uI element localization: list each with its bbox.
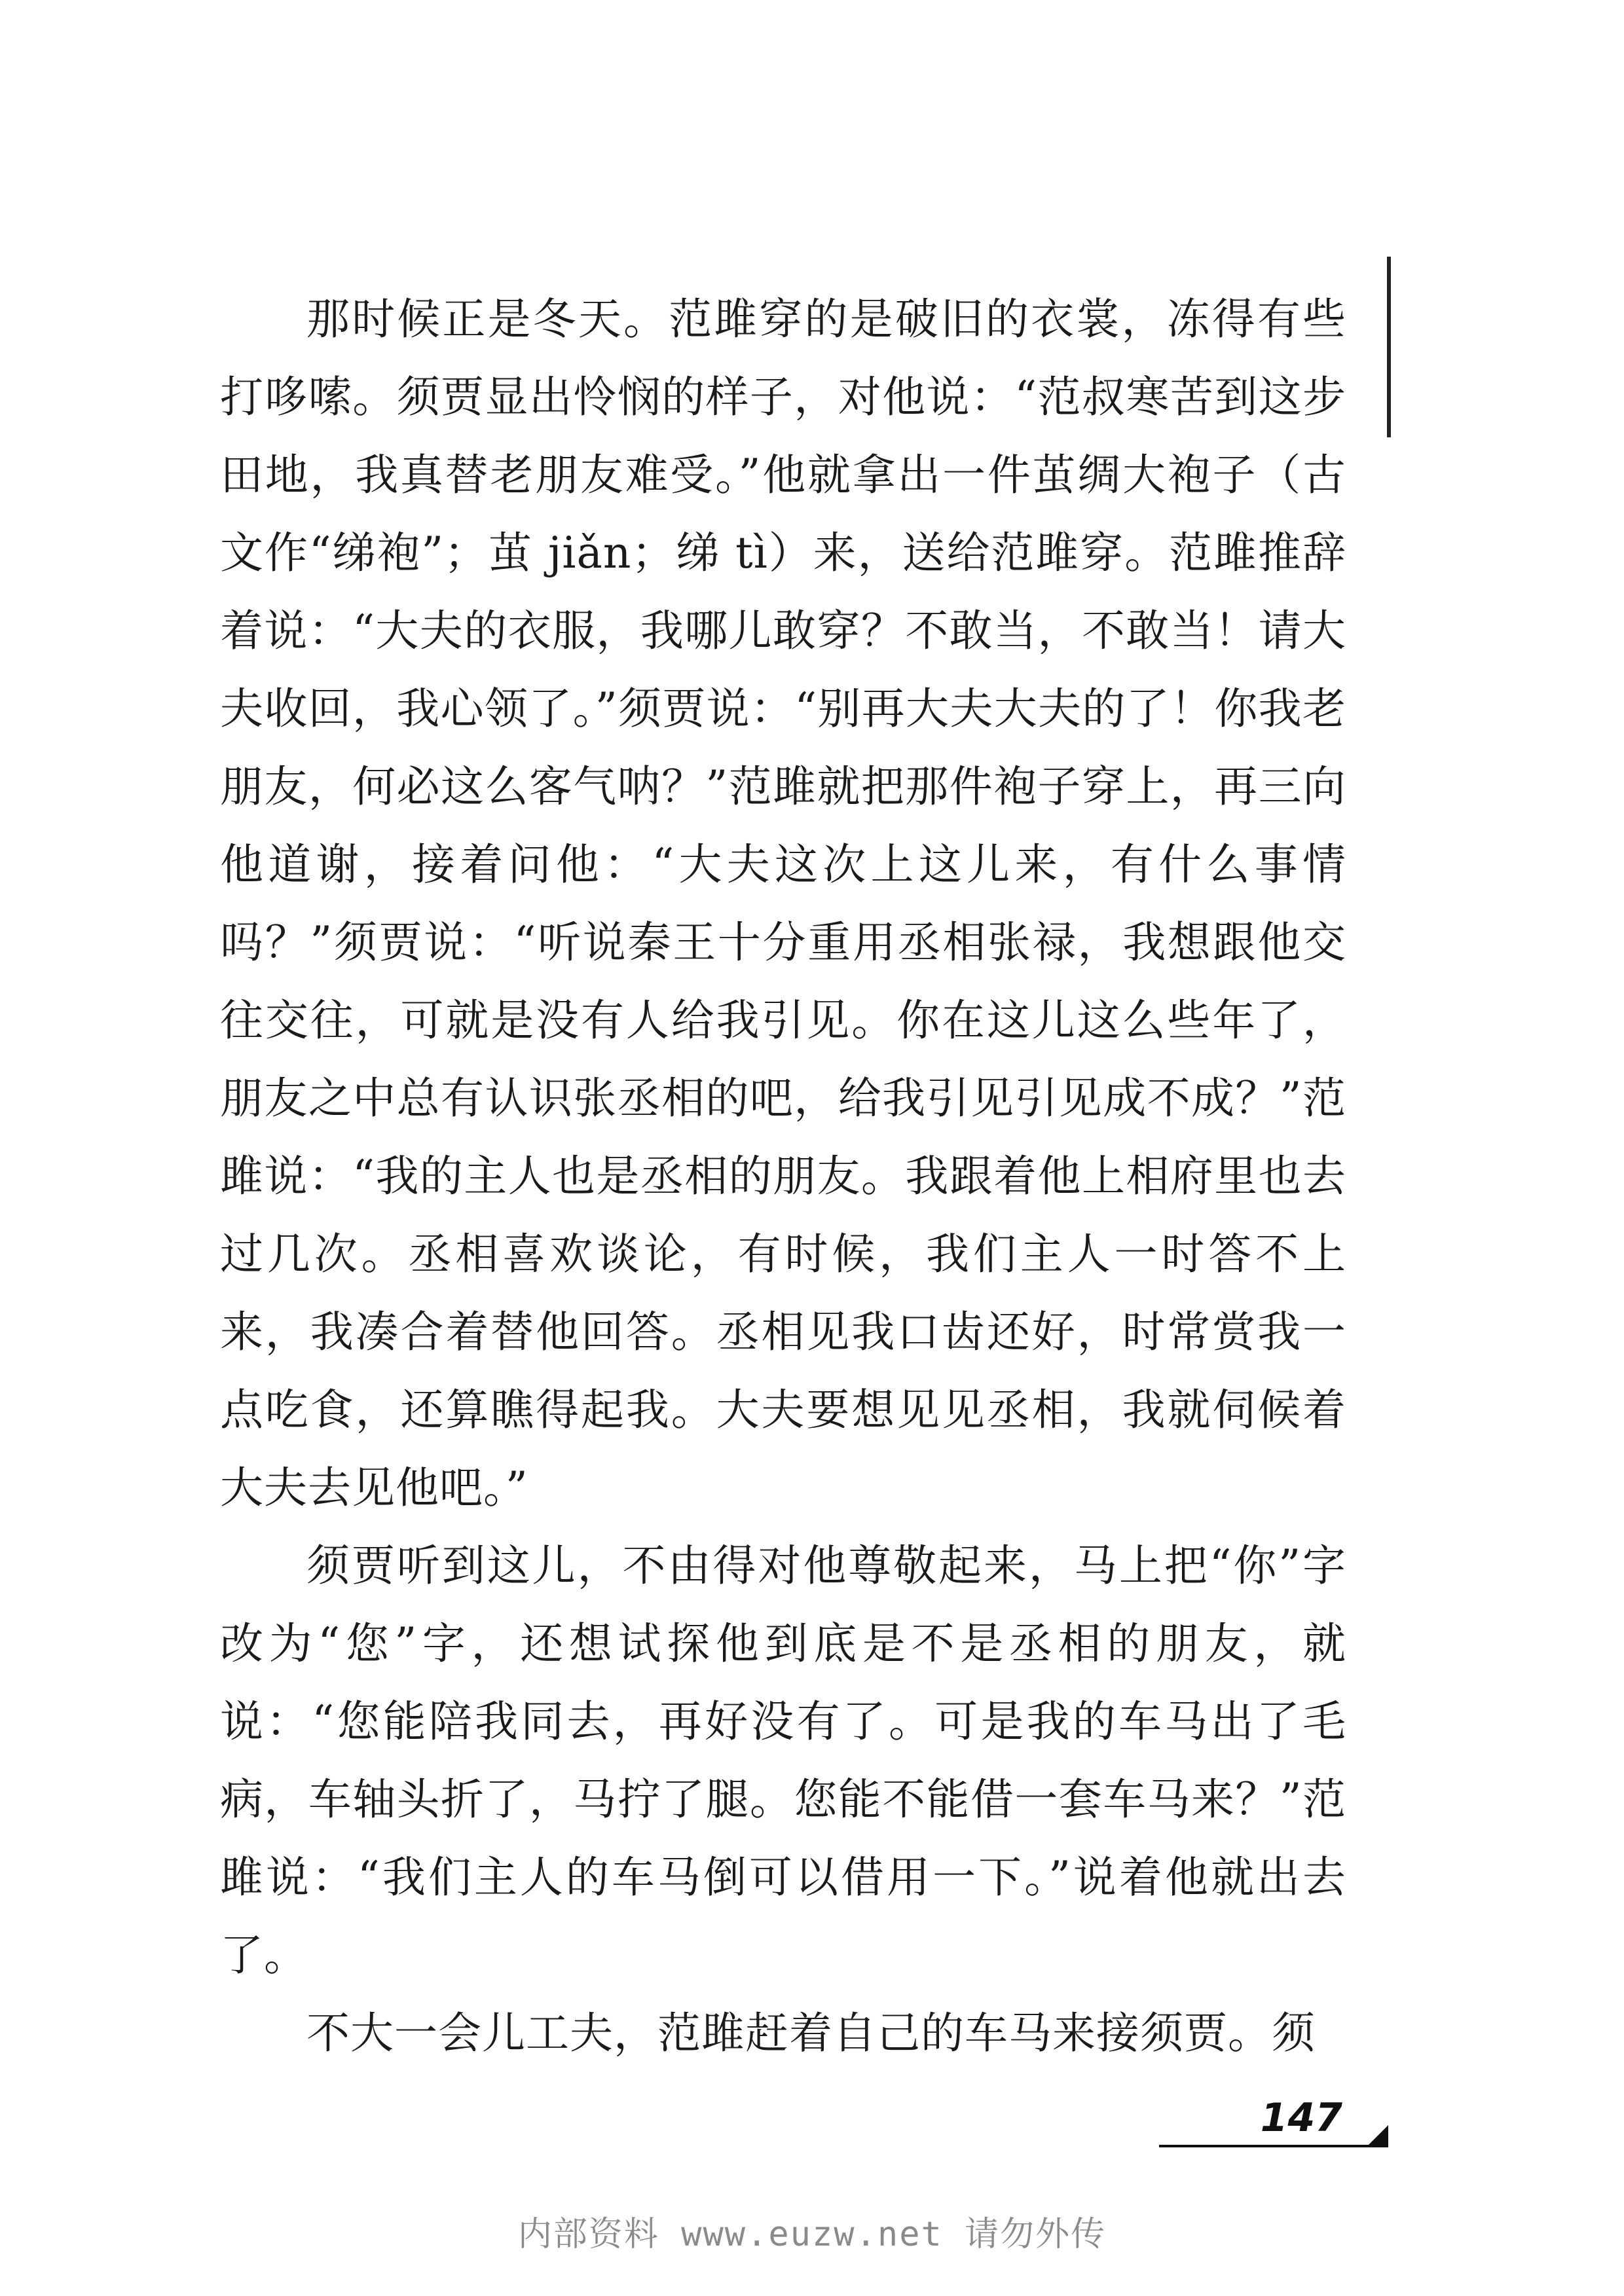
footer-rule	[1159, 2145, 1375, 2147]
paragraph-2: 须贾听到这儿，不由得对他尊敬起来，马上把“你”字改为“您”字，还想试探他到底是不是丞相的朋友，就说：“您能陪我同去，再好没有了。可是我的车马出了毛病，车轴头折了，马拧了腿。您能不能借一套车马来？”范雎说：“我们主人的车马倒可以借用一下。”说着他就出去了。	[220, 1540, 1346, 1980]
watermark: 内部资料 www.euzw.net 请勿外传	[517, 2215, 1107, 2254]
page-footer	[1159, 2095, 1388, 2154]
body-text	[220, 280, 1346, 2072]
page-number: 147	[1260, 2095, 1342, 2141]
side-margin-rule	[1387, 257, 1391, 437]
paragraph-3: 不大一会儿工夫，范雎赶着自己的车马来接须贾。须	[306, 2008, 1316, 2058]
corner-triangle-icon	[1366, 2125, 1388, 2147]
paragraph-1: 那时候正是冬天。范雎穿的是破旧的衣裳，冻得有些打哆嗦。须贾显出怜悯的样子，对他说：“范叔寒苦到这步田地，我真替老朋友难受。”他就拿出一件茧绸大袍子（古文作“绨袍”；茧 jiǎn；绨 tì）来，送给范雎穿。范雎推辞着说：“大夫的衣服，我哪儿敢穿？不敢当，不敢当！请大夫收回，我心领了。”须贾说：“别再大夫大夫的了！你我老朋友，何必这么客气呐？”范雎就把那件袍子穿上，再三向他道谢，接着问他：“大夫这次上这儿来，有什么事情吗？”须贾说：“听说秦王十分重用丞相张禄，我想跟他交往交往，可就是没有人给我引见。你在这儿这么些年了，朋友之中总有认识张丞相的吧，给我引见引见成不成？”范雎说：“我的主人也是丞相的朋友。我跟着他上相府里也去过几次。丞相喜欢谈论，有时候，我们主人一时答不上来，我凑合着替他回答。丞相见我口齿还好，时常赏我一点吃食，还算瞧得起我。大夫要想见见丞相，我就伺候着大夫去见他吧。”	[220, 294, 1346, 1513]
